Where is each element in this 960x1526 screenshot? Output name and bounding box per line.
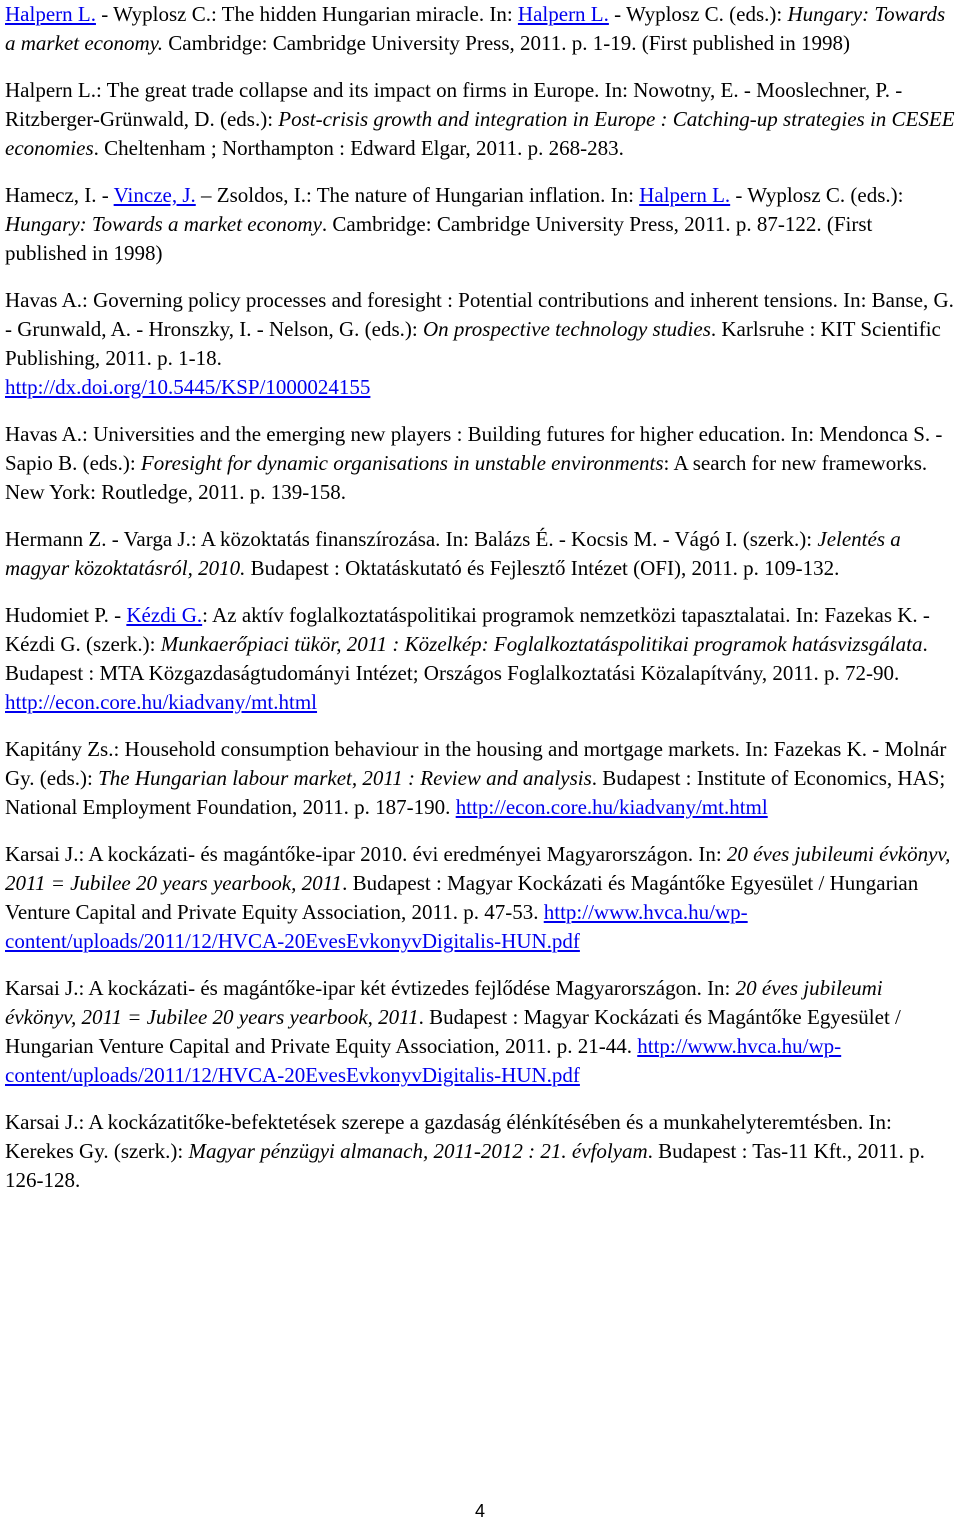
reference-entry xyxy=(5,181,955,268)
reference-entry xyxy=(5,525,955,583)
reference-text: Karsai J.: A kockázatitőke-befektetések szerepe a gazdaság élénkítésében és a munkahelyteremtésben. In: Kerekes Gy. (szerk.): xyxy=(5,1110,892,1163)
author-link[interactable]: Vincze, J. xyxy=(113,183,196,207)
reference-text: . Cheltenham ; Northampton : Edward Elgar, 2011. p. 268-283. xyxy=(93,136,624,160)
reference-text: . Budapest : Institute of Economics, HAS; National Employment Foundation, 2011. p. 187-190. xyxy=(5,766,946,819)
reference-entry xyxy=(5,286,955,402)
reference-title: Hungary: Towards a market economy. xyxy=(5,2,946,55)
reference-text: Halpern L.: The great trade collapse and its impact on firms in Europe. In: Nowotny, E. - Mooslechner, P. - Ritzberger-Grünwald, D. (eds.): xyxy=(5,78,903,131)
reference-text: Hudomiet P. - xyxy=(5,603,127,627)
reference-entry xyxy=(5,1108,955,1195)
reference-text: Karsai J.: A kockázati- és magántőke-ipar két évtizedes fejlődése Magyarországon. In: xyxy=(5,976,736,1000)
reference-text: Cambridge: Cambridge University Press, 2011. p. 1-19. (First published in 1998) xyxy=(163,31,850,55)
reference-text: Kapitány Zs.: Household consumption behaviour in the housing and mortgage markets. In: Fazekas K. - Molnár Gy. (eds.): xyxy=(5,737,947,790)
reference-title: Foresight for dynamic organisations in unstable environments xyxy=(140,451,664,475)
reference-text: Hermann Z. - Varga J.: A közoktatás finanszírozása. In: Balázs É. - Kocsis M. - Vágó I. (szerk.): xyxy=(5,527,818,551)
references-page xyxy=(5,0,955,1213)
page-number: 4 xyxy=(474,1501,485,1521)
doi-link[interactable]: http://dx.doi.org/10.5445/KSP/1000024155 xyxy=(5,375,371,399)
reference-title: Jelentés a magyar közoktatásról, 2010. xyxy=(5,527,901,580)
reference-text: . Budapest : Tas-11 Kft., 2011. p. 126-128. xyxy=(5,1139,925,1192)
reference-text: - Wyplosz C.: The hidden Hungarian miracle. In: xyxy=(95,2,518,26)
reference-text: . Budapest : MTA Közgazdaságtudományi Intézet; Országos Foglalkoztatási Közalapítvány, 2011. p. 72-90. xyxy=(5,632,928,685)
reference-entry xyxy=(5,0,955,58)
reference-title: Post-crisis growth and integration in Europe : Catching-up strategies in CESEE economies xyxy=(5,107,955,160)
author-link[interactable]: Halpern L. xyxy=(5,2,96,26)
reference-title: The Hungarian labour market, 2011 : Review and analysis xyxy=(98,766,592,790)
reference-text: Karsai J.: A kockázati- és magántőke-ipar 2010. évi eredményei Magyarországon. In: xyxy=(5,842,727,866)
reference-text: . Budapest : Magyar Kockázati és Magántőke Egyesület / Hungarian Venture Capital and Private Equity Association, 2011. p. 47-53. xyxy=(5,871,919,924)
reference-entry xyxy=(5,840,955,956)
url-link[interactable]: http://www.hvca.hu/wp-content/uploads/2011/12/HVCA-20EvesEvkonyvDigitalis-HUN.pdf xyxy=(5,1034,842,1087)
author-link[interactable]: Kézdi G. xyxy=(126,603,203,627)
reference-title: On prospective technology studies xyxy=(422,317,711,341)
reference-entry xyxy=(5,420,955,507)
reference-text: : A search for new frameworks. New York: Routledge, 2011. p. 139-158. xyxy=(5,451,928,504)
reference-text: - Wyplosz C. (eds.): xyxy=(730,183,904,207)
reference-title: 20 éves jubileumi évkönyv, 2011 = Jubilee 20 years yearbook, 2011 xyxy=(5,976,883,1029)
reference-entry xyxy=(5,76,955,163)
url-link[interactable]: http://econ.core.hu/kiadvany/mt.html xyxy=(5,690,318,714)
reference-text: Hamecz, I. - xyxy=(5,183,114,207)
reference-entry xyxy=(5,735,955,822)
reference-text: Havas A.: Universities and the emerging new players : Building futures for higher education. In: Mendonca S. - Sapio B. (eds.): xyxy=(5,422,943,475)
reference-entry xyxy=(5,601,955,717)
reference-title: Munkaerőpiaci tükör, 2011 : Közelkép: Foglalkoztatáspolitikai programok hatásvizsgálata xyxy=(160,632,923,656)
reference-text: Havas A.: Governing policy processes and foresight : Potential contributions and inherent tensions. In: Banse, G. - Grunwald, A. - Hronszky, I. - Nelson, G. (eds.): xyxy=(5,288,954,341)
author-link[interactable]: Halpern L. xyxy=(517,2,609,26)
reference-title: Hungary: Towards a market economy xyxy=(5,212,322,236)
reference-title: Magyar pénzügyi almanach, 2011-2012 : 21. évfolyam xyxy=(188,1139,648,1163)
reference-text: . Cambridge: Cambridge University Press, 2011. p. 87-122. (First published in 1998) xyxy=(5,212,873,265)
reference-text: Budapest : Oktatáskutató és Fejlesztő Intézet (OFI), 2011. p. 109-132. xyxy=(245,556,840,580)
reference-text: . Budapest : Magyar Kockázati és Magántőke Egyesület / Hungarian Venture Capital and Private Equity Association, 2011. p. 21-44. xyxy=(5,1005,901,1058)
reference-title: 20 éves jubileumi évkönyv, 2011 = Jubilee 20 years yearbook, 2011 xyxy=(5,842,951,895)
reference-text: – Zsoldos, I.: The nature of Hungarian inflation. In: xyxy=(195,183,640,207)
url-link[interactable]: http://econ.core.hu/kiadvany/mt.html xyxy=(455,795,768,819)
reference-text: . Karlsruhe : KIT Scientific Publishing, 2011. p. 1-18. xyxy=(5,317,941,370)
author-link[interactable]: Halpern L. xyxy=(639,183,731,207)
reference-text: - Wyplosz C. (eds.): xyxy=(608,2,788,26)
url-link[interactable]: http://www.hvca.hu/wp-content/uploads/2011/12/HVCA-20EvesEvkonyvDigitalis-HUN.pdf xyxy=(5,900,748,953)
reference-entry xyxy=(5,974,955,1090)
reference-text: : Az aktív foglalkoztatáspolitikai programok nemzetközi tapasztalatai. In: Fazekas K. - Kézdi G. (szerk.): xyxy=(5,603,930,656)
